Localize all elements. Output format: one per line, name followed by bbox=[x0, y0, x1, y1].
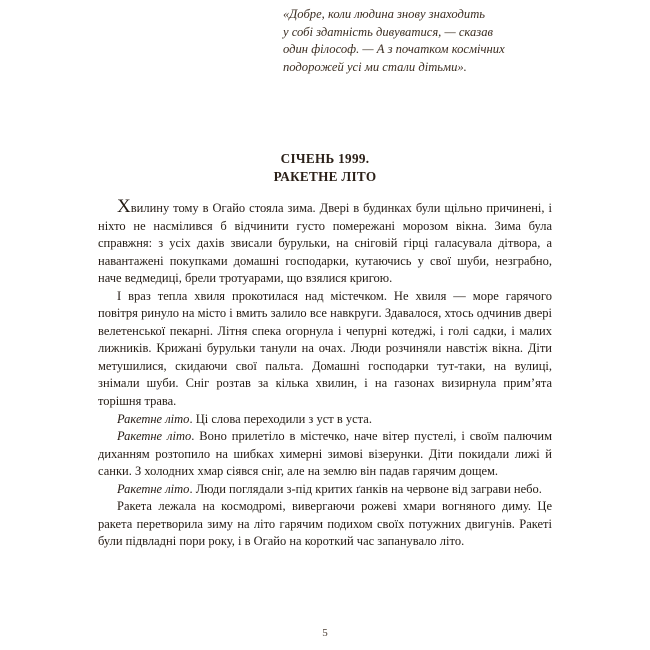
paragraph-text: . Воно прилетіло в містечко, наче вітер пустелі, і своїм палючим диханням розтопило на шибках химерні зимові візерунки. Діти покидали лижі й санки. З холодних хмар сіявся сніг, але на землю він падав гарячим дощем. bbox=[98, 429, 553, 479]
paragraph-refrain bbox=[98, 481, 552, 499]
refrain-phrase: Ракетне літо bbox=[117, 429, 192, 444]
chapter-heading-date: СІЧЕНЬ 1999. bbox=[280, 151, 370, 166]
paragraph-text: . Ці слова переходили з уст в уста. bbox=[189, 411, 372, 426]
epigraph bbox=[283, 6, 545, 76]
paragraph-text: І враз тепла хвиля прокотилася над містечком. Не хвиля — море гарячого повітря ринуло на місто і вмить залило все навкруги. Здавалося, хтось одчинив двері велетенської пекарні. Літня спека огорнула і чепурні котеджі, і голі садки, і малих лижників. Крижані бурульки танули на очах. Люди розчиняли навстіж вікна. Діти метушилися, скидаючи свої пальта. Домашні господарки тут-таки, на вулиці, знімали шуби. Сніг розтав за кілька хвилин, і на газонах визирнула прим’ята торішня трава. bbox=[98, 288, 552, 409]
paragraph-refrain bbox=[98, 411, 552, 429]
refrain-phrase: Ракетне літо bbox=[117, 411, 190, 426]
page-number: 5 bbox=[322, 627, 328, 639]
paragraph-text: Ракета лежала на космодромі, вивергаючи рожеві хмари вогняного диму. Це ракета перетворила зиму на літо гарячим подихом своїх потужних двигунів. Ракеті були підвладні пори року, і в Огайо на короткий час запанувало літо. bbox=[98, 499, 552, 549]
epigraph-line: «Добре, коли людина знову знаходить bbox=[283, 7, 486, 21]
paragraph bbox=[98, 288, 552, 411]
paragraph-text: . Люди поглядали з-під критих ґанків на червоне від заграви небо. bbox=[189, 481, 542, 496]
paragraph-opening bbox=[98, 196, 552, 288]
initial-cap: Х bbox=[117, 196, 131, 217]
epigraph-line: у собі здатність дивуватися, — сказав bbox=[283, 24, 493, 39]
chapter-heading-title: РАКЕТНЕ ЛІТО bbox=[273, 168, 377, 184]
paragraph-refrain bbox=[98, 428, 552, 481]
refrain-phrase: Ракетне літо bbox=[117, 481, 190, 496]
epigraph-line: один філософ. — А з початком космічних bbox=[283, 42, 505, 57]
paragraph bbox=[98, 498, 552, 551]
chapter-heading bbox=[0, 150, 650, 185]
paragraph-text: вилину тому в Огайо стояла зима. Двері в будинках були щільно причинені, і ніхто не насмілився б відчинити густо помережані морозом вікна. Зима була справжня: з усіх дахів звисали бурульки, на сніговій гірці галасувала дітвора, а навантажені покупками домашні господарки, кутаючись у свої шуби, незграбно, наче ведмедиці, брели тротуарами, що взялися кригою. bbox=[98, 201, 552, 286]
body-text bbox=[98, 196, 553, 551]
epigraph-line: подорожей усі ми стали дітьми». bbox=[283, 59, 467, 74]
